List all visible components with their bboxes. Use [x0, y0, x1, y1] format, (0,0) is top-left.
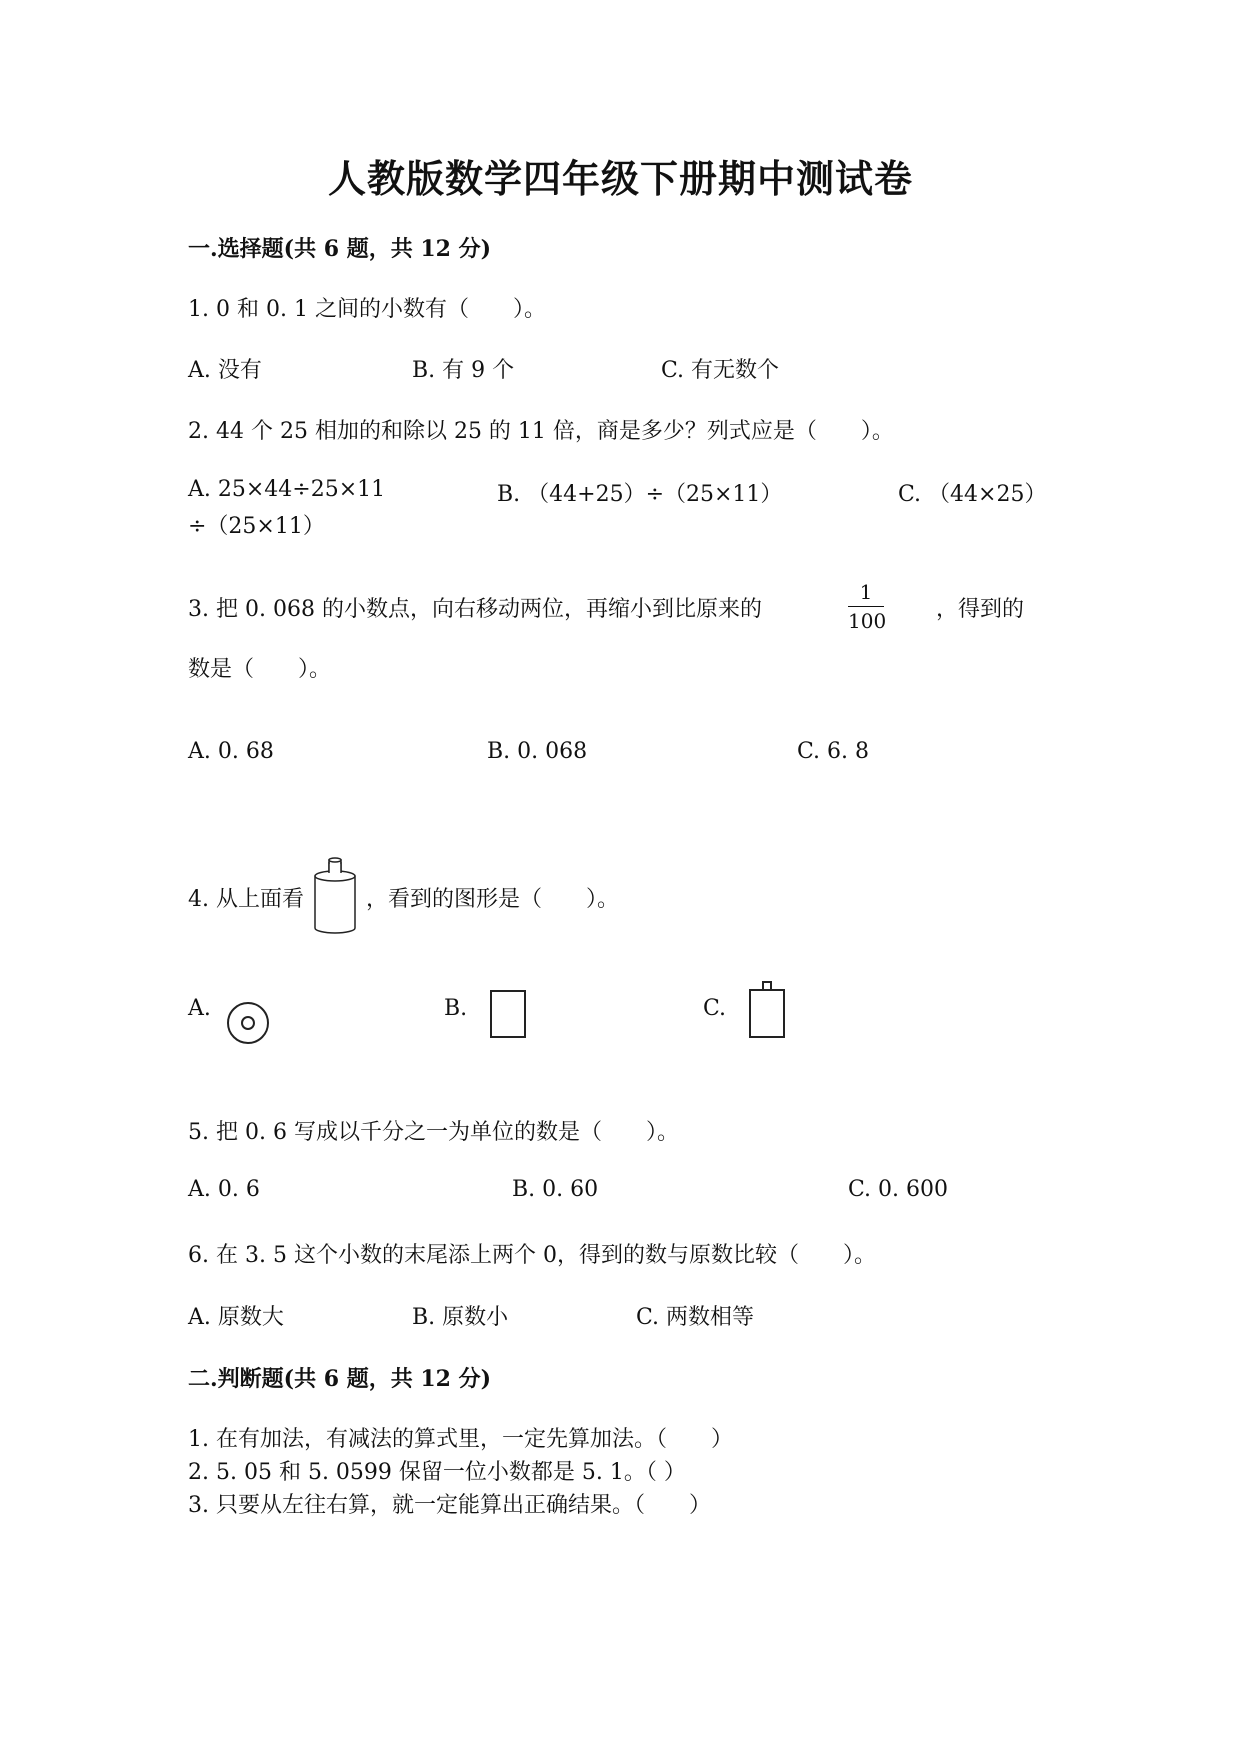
fraction-numerator: 1: [859, 580, 873, 604]
q4-option-b: B.: [444, 996, 468, 1021]
tf-question-3: 3. 只要从左往右算，就一定能算出正确结果。（ ）: [188, 1493, 711, 1518]
q1-option-b: B. 有 9 个: [412, 358, 515, 383]
question-3-line-2: 数是（ ）。: [188, 657, 332, 682]
q6-option-b: B. 原数小: [412, 1305, 509, 1330]
rectangle-icon: [490, 990, 528, 1040]
q6-option-c: C. 两数相等: [636, 1305, 755, 1330]
page-title: 人教版数学四年级下册期中测试卷: [327, 156, 913, 201]
q1-option-a: A. 没有: [188, 358, 262, 383]
q2-option-c: C. （44×25）: [898, 482, 1047, 507]
rectangle-with-cap-icon: [748, 981, 788, 1041]
q6-option-a: A. 原数大: [188, 1305, 284, 1330]
concentric-circles-icon: [226, 1001, 270, 1045]
question-2: 2. 44 个 25 相加的和除以 25 的 11 倍，商是多少？列式应是（ ）。: [188, 419, 894, 444]
question-4: 4. 从上面看: [188, 887, 304, 912]
fraction-bar: [848, 606, 884, 607]
q4-option-a: A.: [188, 996, 211, 1021]
question-5: 5. 把 0. 6 写成以千分之一为单位的数是（ ）。: [188, 1120, 679, 1145]
question-3-after-fraction: ，得到的: [936, 597, 1025, 622]
cylinder-figure-icon: [312, 856, 362, 936]
q3-option-b: B. 0. 068: [487, 739, 588, 764]
question-6: 6. 在 3. 5 这个小数的末尾添上两个 0，得到的数与原数比较（ ）。: [188, 1243, 876, 1268]
q3-option-c: C. 6. 8: [797, 739, 870, 764]
tf-question-1: 1. 在有加法，有减法的算式里，一定先算加法。（ ）: [188, 1427, 733, 1452]
q3-option-a: A. 0. 68: [188, 739, 274, 764]
q2-option-c-continued: ÷（25×11）: [188, 514, 325, 539]
q5-option-a: A. 0. 6: [188, 1177, 260, 1202]
tf-question-2: 2. 5. 05 和 5. 0599 保留一位小数都是 5. 1。（ ）: [188, 1460, 686, 1485]
q2-option-b: B. （44+25）÷（25×11）: [497, 482, 783, 507]
q5-option-c: C. 0. 600: [848, 1177, 949, 1202]
question-4-after-figure: ，看到的图形是（ ）。: [366, 887, 620, 912]
fraction-one-hundredth: [848, 580, 887, 633]
question-3: 3. 把 0. 068 的小数点，向右移动两位，再缩小到比原来的: [188, 597, 762, 622]
q5-option-b: B. 0. 60: [512, 1177, 599, 1202]
q4-option-c: C.: [703, 996, 727, 1021]
q2-option-a: A. 25×44÷25×11: [188, 477, 386, 502]
section-heading-choice: 一.选择题(共 6 题，共 12 分): [188, 236, 492, 262]
fraction-denominator: 100: [848, 609, 887, 633]
q1-option-c: C. 有无数个: [661, 358, 780, 383]
question-1: 1. 0 和 0. 1 之间的小数有（ ）。: [188, 297, 546, 322]
section-heading-true-false: 二.判断题(共 6 题，共 12 分): [188, 1366, 492, 1392]
